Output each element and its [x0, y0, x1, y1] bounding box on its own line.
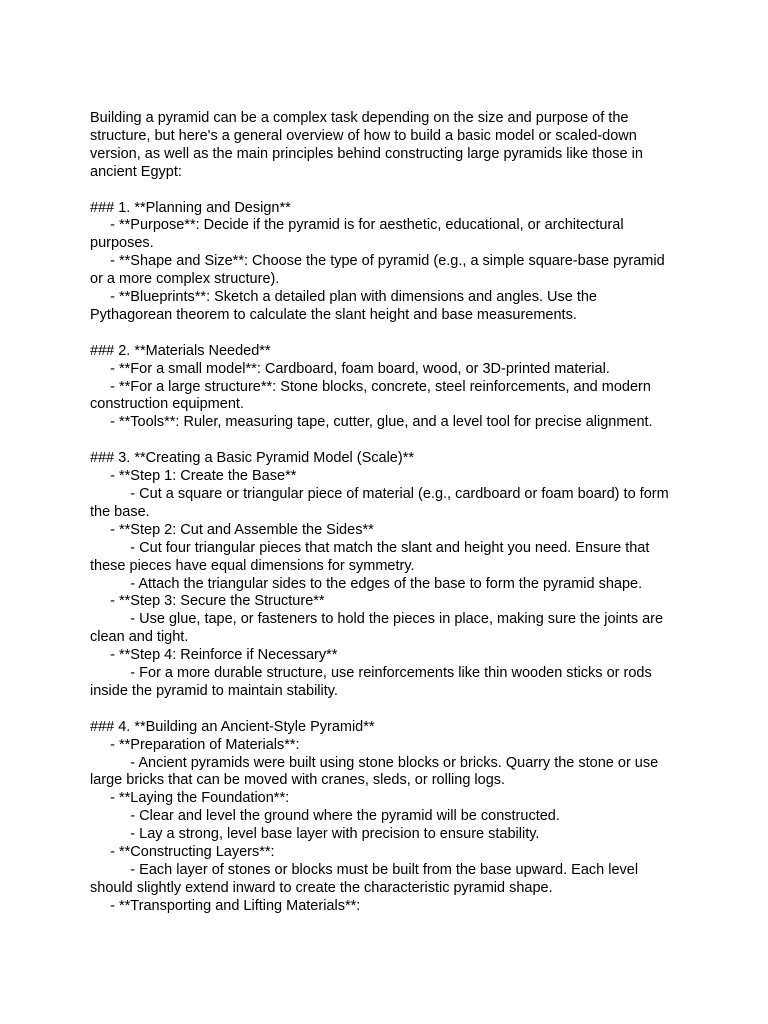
- section-4-item: - **Transporting and Lifting Materials**:: [90, 897, 361, 914]
- section-3-item: - **Step 2: Cut and Assemble the Sides**: [90, 521, 374, 538]
- section-3-heading: ### 3. **Creating a Basic Pyramid Model (Scale)**: [90, 450, 414, 467]
- document-page: [90, 110, 680, 916]
- spacer: [90, 182, 680, 200]
- section-1-heading: ### 1. **Planning and Design**: [90, 199, 291, 216]
- section-4-heading: ### 4. **Building an Ancient-Style Pyramid**: [90, 718, 375, 735]
- section-2-heading: ### 2. **Materials Needed**: [90, 342, 271, 359]
- spacer: [90, 325, 680, 343]
- spacer: [90, 701, 680, 719]
- section-4-item: - **Constructing Layers**:: [90, 844, 275, 861]
- section-3-item: - **Step 4: Reinforce if Necessary**: [90, 647, 338, 664]
- section-4-item: - Ancient pyramids were built using stone blocks or bricks. Quarry the stone or use large bricks that can be moved with cranes, sleds, or rolling logs.: [90, 754, 663, 789]
- section-4-item: - Clear and level the ground where the pyramid will be constructed.: [90, 808, 560, 825]
- section-4-item: - Each layer of stones or blocks must be built from the base upward. Each level should slightly extend inward to create the characteristic pyramid shape.: [90, 862, 643, 896]
- section-1-item: - **Blueprints**: Sketch a detailed plan with dimensions and angles. Use the Pythagorean theorem to calculate the slant height and base measurements.: [90, 289, 602, 323]
- intro-paragraph: Building a pyramid can be a complex task depending on the size and purpose of the structure, but here's a general overview of how to build a basic model or scaled-down version, as well as the main principles behind constructing large pyramids like those in ancient Egypt:: [90, 110, 647, 180]
- section-1-item: - **Purpose**: Decide if the pyramid is for aesthetic, educational, or architectural purposes.: [90, 217, 628, 252]
- section-3-item: - Cut four triangular pieces that match the slant and height you need. Ensure that these pieces have equal dimensions for symmetry.: [90, 539, 654, 574]
- section-3-item: - **Step 1: Create the Base**: [90, 468, 297, 485]
- section-3-item: - Attach the triangular sides to the edges of the base to form the pyramid shape.: [90, 575, 643, 592]
- section-3-item: - Cut a square or triangular piece of material (e.g., cardboard or foam board) to form the base.: [90, 485, 673, 520]
- section-4-item: - Lay a strong, level base layer with precision to ensure stability.: [90, 826, 540, 843]
- section-2-item: - **For a large structure**: Stone blocks, concrete, steel reinforcements, and modern construction equipment.: [90, 378, 655, 413]
- spacer: [90, 432, 680, 450]
- section-2-item: - **Tools**: Ruler, measuring tape, cutter, glue, and a level tool for precise alignment.: [90, 414, 653, 431]
- section-1-item: - **Shape and Size**: Choose the type of pyramid (e.g., a simple square-base pyramid or a more complex structure).: [90, 253, 669, 288]
- section-3-item: - **Step 3: Secure the Structure**: [90, 593, 325, 610]
- section-2-item: - **For a small model**: Cardboard, foam board, wood, or 3D-printed material.: [90, 360, 610, 377]
- section-3-item: - Use glue, tape, or fasteners to hold the pieces in place, making sure the joints are clean and tight.: [90, 611, 668, 646]
- section-3-item: - For a more durable structure, use reinforcements like thin wooden sticks or rods inside the pyramid to maintain stability.: [90, 665, 656, 699]
- section-4-item: - **Preparation of Materials**:: [90, 736, 300, 753]
- section-4-item: - **Laying the Foundation**:: [90, 790, 290, 807]
